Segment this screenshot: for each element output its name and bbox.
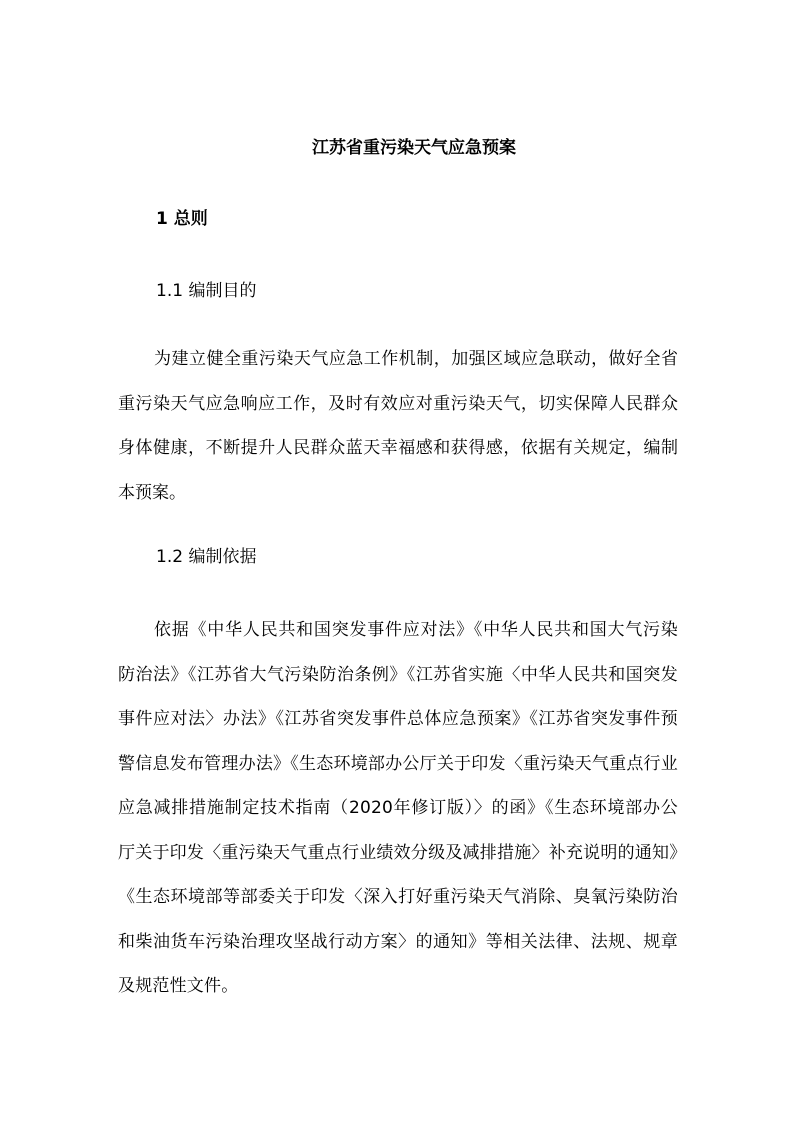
section-heading-general: 1 总则 [156,209,208,229]
subsection-heading-purpose: 1.1 编制目的 [156,281,257,301]
paragraph-purpose: 为建立健全重污染天气应急工作机制，加强区域应急联动，做好全省重污染天气应急响应工作，及时有效应对重污染天气，切实保障人民群众身体健康，不断提升人民群众蓝天幸福感和获得感，依据有关规定，编制本预案。 [118,349,678,503]
paragraph-basis: 依据《中华人民共和国突发事件应对法》《中华人民共和国大气污染防治法》《江苏省大气污染防治条例》《江苏省实施〈中华人民共和国突发事件应对法〉办法》《江苏省突发事件总体应急预案》《江苏省突发事件预警信息发布管理办法》《生态环境部办公厅关于印发〈重污染天气重点行业应急减排措施制定技术指南（2020年修订版）〉的函》《生态环境部办公厅关于印发〈重污染天气重点行业绩效分级及减排措施〉补充说明的通知》《生态环境部等部委关于印发〈深入打好重污染天气消除、臭氧污染防治和柴油货车污染治理攻坚战行动方案〉的通知》等相关法律、法规、规章及规范性文件。 [118,620,678,996]
subsection-heading-basis: 1.2 编制依据 [156,547,257,567]
document-title: 江苏省重污染天气应急预案 [312,138,516,158]
